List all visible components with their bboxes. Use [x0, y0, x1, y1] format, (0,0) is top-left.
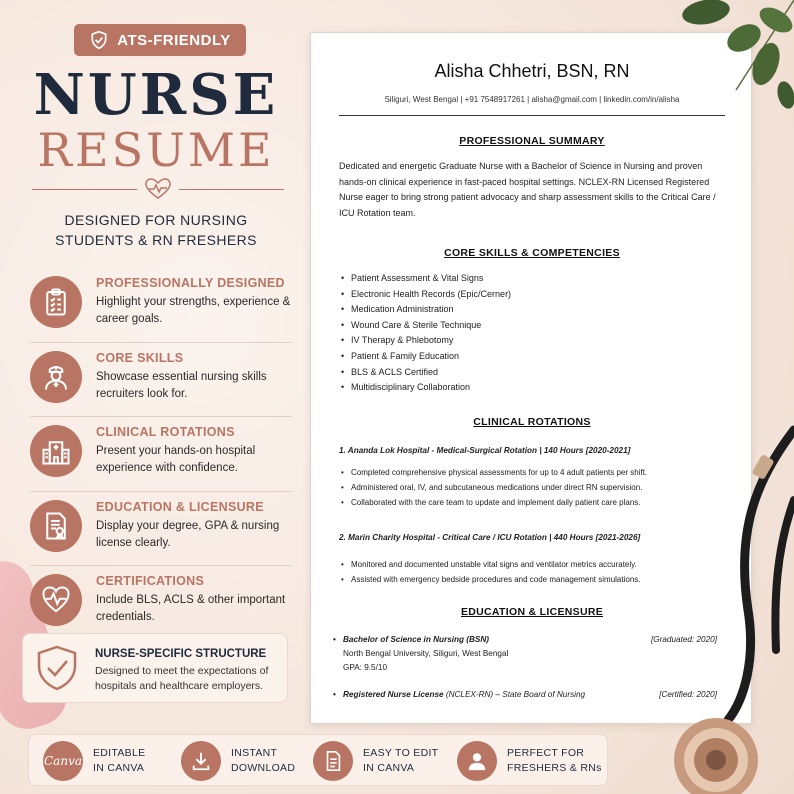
list-item: • Electronic Health Records (Epic/Cerner) — [339, 287, 725, 303]
feature-list — [30, 268, 292, 641]
section-heading-rotations: CLINICAL ROTATIONS — [473, 416, 591, 428]
bottom-item-download — [181, 741, 311, 781]
download-icon — [190, 750, 212, 772]
document-icon — [322, 750, 344, 772]
feature-desc: Display your degree, GPA & nursing license clearly. — [96, 519, 280, 549]
shield-check-icon — [89, 30, 109, 50]
list-item: • Patient Assessment & Vital Signs — [339, 271, 725, 287]
bottom-label-line-2: DOWNLOAD — [231, 762, 296, 774]
rotation-title: 2. Marin Charity Hospital - Critical Care / ICU Rotation | 440 Hours [2021-2026] — [339, 533, 641, 542]
list-item: • Patient & Family Education — [339, 349, 725, 365]
education-line: North Bengal University, Siliguri, West Bengal — [343, 649, 509, 658]
list-item: • Assisted with emergency bedside procedures and code management simulations. — [339, 572, 725, 587]
heart-pulse-icon — [41, 585, 71, 615]
feature-desc: Showcase essential nursing skills recruiters look for. — [96, 370, 267, 400]
bottom-item-freshers — [457, 741, 603, 781]
heart-divider — [32, 178, 284, 200]
divider — [339, 115, 725, 116]
education-title: • Bachelor of Science in Nursing (BSN) — [333, 635, 725, 644]
bottom-feature-bar — [28, 734, 608, 786]
canva-logo-icon: Canva — [43, 741, 83, 781]
education-title: • Registered Nurse License (NCLEX-RN) – State Board of Nursing — [333, 690, 725, 699]
feature-title: CORE SKILLS — [96, 350, 184, 365]
structure-desc: Designed to meet the expectations of hospitals and healthcare employers. — [95, 665, 269, 692]
feature-desc: Present your hands-on hospital experience with confidence. — [96, 445, 256, 474]
clipboard-icon — [41, 287, 71, 317]
list-item: • IV Therapy & Phlebotomy — [339, 333, 725, 349]
certificate-icon — [41, 511, 71, 541]
feature-item — [30, 566, 292, 641]
list-item: • Collaborated with the care team to update and implement daily patient care plans. — [339, 495, 725, 510]
bottom-item-easy-edit — [313, 741, 453, 781]
user-icon — [466, 750, 488, 772]
eucalyptus-leaves-decoration — [676, 0, 794, 110]
ats-friendly-badge — [74, 24, 246, 56]
list-item: • Administered oral, IV, and subcutaneous medications under direct RN supervision. — [339, 480, 725, 495]
nurse-icon — [41, 362, 71, 392]
list-item: • Medication Administration — [339, 302, 725, 318]
bottom-label-line-2: FRESHERS & RNs — [507, 762, 602, 774]
section-heading-skills: CORE SKILLS & COMPETENCIES — [444, 247, 620, 259]
stethoscope-decoration — [636, 420, 794, 794]
shield-check-icon — [35, 644, 79, 692]
feature-item — [30, 343, 292, 418]
section-heading-summary: PROFESSIONAL SUMMARY — [459, 135, 605, 147]
list-item: • Completed comprehensive physical assessments for up to 4 adult patients per shift. — [339, 465, 725, 480]
list-item: • Wound Care & Sterile Technique — [339, 318, 725, 334]
list-item: • Multidisciplinary Collaboration — [339, 380, 725, 396]
education-date: [Certified: 2020] — [659, 690, 717, 699]
feature-title: CLINICAL ROTATIONS — [96, 425, 235, 439]
feature-item — [30, 268, 292, 343]
skills-list — [339, 271, 725, 396]
bottom-item-canva — [43, 741, 173, 781]
resume-name: Alisha Chhetri, BSN, RN — [434, 61, 630, 81]
resume-contact: Siliguri, West Bengal | +91 7548917261 | alisha@gmail.com | linkedin.com/in/alisha — [384, 95, 680, 104]
feature-desc: Include BLS, ACLS & other important credentials. — [96, 594, 286, 623]
title-resume: RESUME — [37, 123, 275, 177]
education-line: GPA: 9.5/10 — [343, 663, 387, 672]
subtitle — [22, 210, 290, 250]
feature-title: EDUCATION & LICENSURE — [96, 499, 264, 514]
feature-desc: Highlight your strengths, experience & career goals. — [96, 296, 291, 325]
summary-text: Dedicated and energetic Graduate Nurse with a Bachelor of Science in Nursing and proven hands-on clinical experience in fast-paced hospital settings. NCLEX-RN Licensed Registered Nurse eager to bring strong patient advocacy and sharp assessment skills to the Critical Care / ICU Rotation team. — [339, 161, 716, 218]
list-item: • Monitored and documented unstable vital signs and ventilator metrics accurately. — [339, 557, 725, 572]
rotation-title: 1. Ananda Lok Hospital - Medical-Surgical Rotation | 140 Hours [2020-2021] — [339, 446, 631, 455]
bottom-label-line-1: PERFECT FOR — [507, 747, 585, 759]
bottom-label-line-2: IN CANVA — [93, 762, 145, 774]
feature-item — [30, 492, 292, 567]
bottom-label-line-1: EASY TO EDIT — [363, 747, 439, 759]
feature-title: PROFESSIONALLY DESIGNED — [96, 276, 285, 290]
subtitle-line-1: DESIGNED FOR NURSING — [64, 212, 248, 228]
list-item: • BLS & ACLS Certified — [339, 365, 725, 381]
education-date: [Graduated: 2020] — [650, 635, 717, 644]
nurse-structure-card — [22, 633, 288, 703]
feature-item — [30, 417, 292, 492]
subtitle-line-2: STUDENTS & RN FRESHERS — [55, 232, 257, 248]
structure-title: NURSE-SPECIFIC STRUCTURE — [95, 648, 267, 660]
section-heading-education: EDUCATION & LICENSURE — [460, 606, 604, 618]
bottom-label-line-2: IN CANVA — [363, 762, 415, 774]
title-nurse: NURSE — [33, 62, 279, 128]
bottom-label-line-1: INSTANT — [231, 747, 278, 759]
feature-title: CERTIFICATIONS — [96, 574, 205, 588]
hospital-icon — [41, 436, 71, 466]
ats-badge-label: ATS-FRIENDLY — [117, 31, 231, 49]
heart-pulse-icon — [144, 178, 172, 200]
bottom-label-line-1: EDITABLE — [93, 747, 146, 759]
